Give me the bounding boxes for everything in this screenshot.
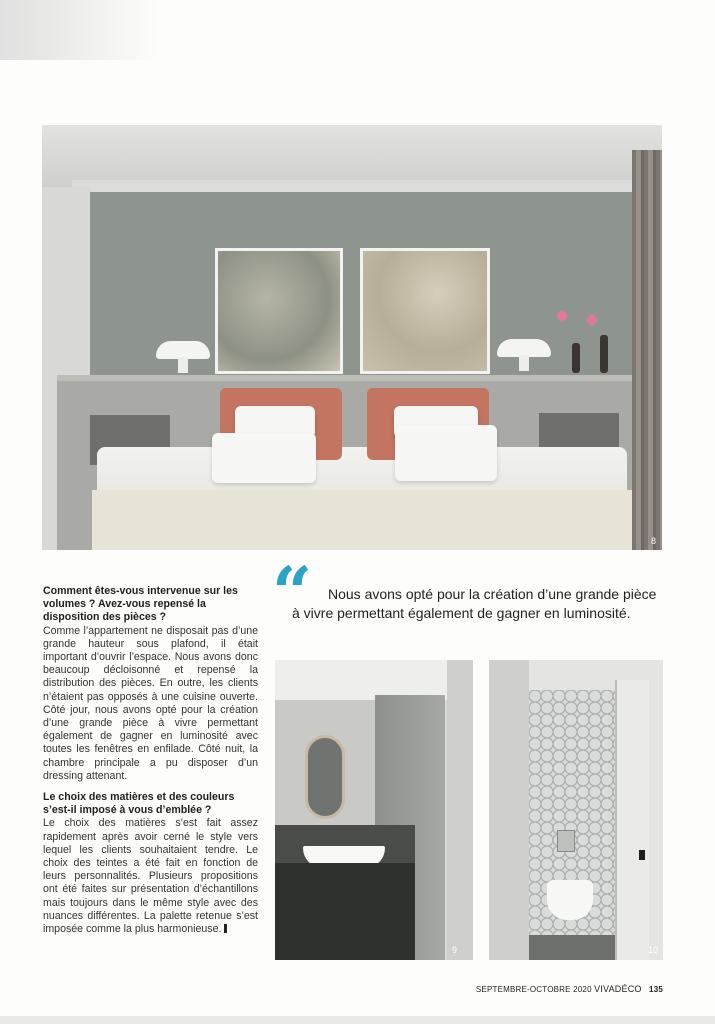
curtain (632, 150, 662, 550)
section-heading: Comment êtes-vous intervenue sur les volumes ? Avez-vous repensé la disposition des pièces ? (43, 585, 238, 624)
page-footer (476, 984, 663, 994)
section-body: Comme l’appartement ne disposait pas d’une grande hauteur sous plafond, il était important d’ouvrir l’espace. Nous avons donc beaucoup décloisonné et repensé la distribution des pièces. En outre, les clients n’étaient pas opposés à une cuisine ouverte. Côté jour, nous avons opté pour la création d’une grande pièce à vivre permettant également de gagner en luminosité avec toutes les fenêtres en enfilade. Côté nuit, la chambre principale a pu disposer d’un dressing attenant. (43, 624, 258, 782)
vase (572, 343, 580, 373)
flush-plate (557, 830, 575, 852)
artwork-left (215, 248, 343, 374)
quote-mark-icon: “ (272, 551, 313, 634)
wc-photo (489, 660, 663, 960)
magazine-name: VIVADÉCO (594, 984, 642, 994)
section-body: Le choix des matières s’est fait assez rapidement après avoir cerné le style vers lequel les clients souhaitaient tendre. Le choix des teintes a été fait en fonction de leurs personnalités. Plusieurs propositions ont été faites sur présentation d’échantillons mais toujours dans le même style avec des nuances différentes. La palette retenue s’est imposée comme la plus harmonieuse. (43, 817, 258, 936)
vase (600, 335, 608, 373)
mirror (305, 735, 345, 819)
lamp-left-base (178, 357, 188, 373)
bedroom-photo (42, 125, 662, 550)
floor (529, 935, 615, 960)
flower (587, 315, 597, 325)
scan-edge (0, 1016, 715, 1024)
page-number: 135 (649, 985, 663, 994)
ceiling (275, 660, 473, 700)
vanity (275, 863, 415, 960)
photo-number: 9 (452, 945, 458, 955)
pillow-white (395, 425, 497, 481)
wall (489, 660, 529, 960)
bathroom-photo (275, 660, 473, 960)
photo-number: 8 (650, 536, 656, 546)
artwork-right (360, 248, 490, 374)
flower (557, 311, 567, 321)
pillow-white (212, 433, 316, 483)
toilet (547, 880, 593, 920)
article-column (43, 585, 258, 944)
lamp-right-base (519, 355, 529, 371)
headboard-shelf (57, 375, 632, 381)
door-handle (639, 850, 645, 860)
photo-number: 10 (647, 945, 658, 955)
section-heading: Le choix des matières et des couleurs s’est-il imposé à vous d’emblée ? (43, 791, 235, 817)
pull-quote: Nous avons opté pour la création d’une grande pièce à vivre permettant également de gagner en luminosité. (292, 586, 657, 621)
scan-shadow (0, 0, 160, 60)
bed-throw (92, 490, 632, 550)
soffit (72, 180, 637, 192)
door (615, 680, 649, 960)
door-frame (447, 660, 473, 960)
end-mark (224, 924, 227, 933)
ceiling (42, 125, 662, 187)
issue-date: SEPTEMBRE-OCTOBRE 2020 (475, 985, 592, 994)
